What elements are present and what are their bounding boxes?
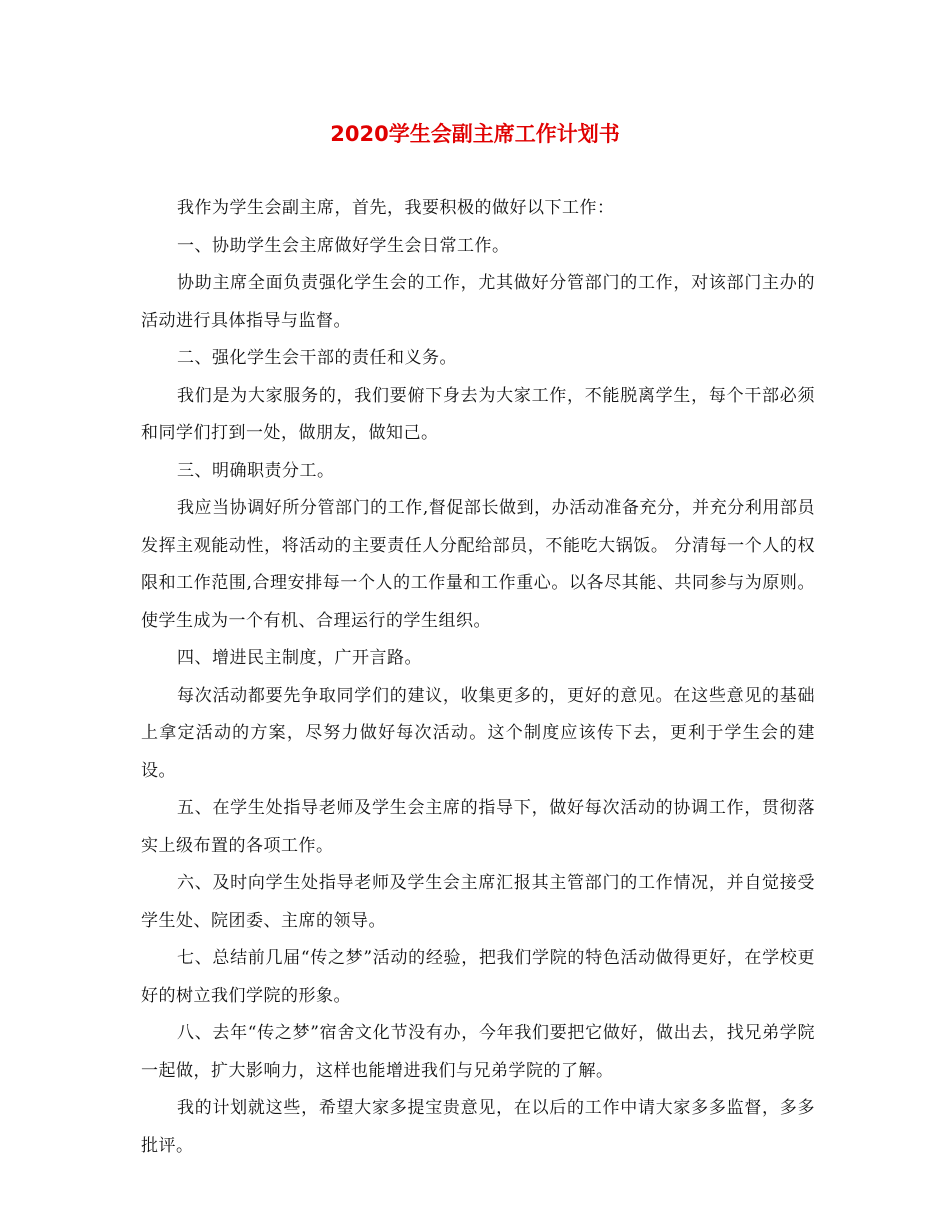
- section-heading-3: 三、明确职责分工。: [177, 460, 335, 481]
- paragraph-3: 我应当协调好所分管部门的工作,督促部长做到，办活动准备充分，并充分利用部员发挥主观能动性，将活动的主要责任人分配给部员，不能吃大锅饭。 分清每一个人的权限和工作范围,合理安排每一个人的工作量和工作重心。以各尽其能、共同参与为原则。使学生成为一个有机、合理运行的学生组织。: [141, 498, 815, 631]
- section-item-8: 八、去年“传之梦”宿舍文化节没有办，今年我们要把它做好，做出去，找兄弟学院一起做，扩大影响力，这样也能增进我们与兄弟学院的了解。: [141, 1023, 815, 1081]
- section-item-6: 六、及时向学生处指导老师及学生会主席汇报其主管部门的工作情况，并自觉接受学生处、院团委、主席的领导。: [141, 873, 815, 931]
- paragraph-4: 每次活动都要先争取同学们的建议，收集更多的，更好的意见。在这些意见的基础上拿定活动的方案，尽努力做好每次活动。这个制度应该传下去，更利于学生会的建设。: [141, 685, 815, 781]
- document-title: 2020学生会副主席工作计划书: [330, 122, 620, 146]
- section-item-7: 七、总结前几届“传之梦”活动的经验，把我们学院的特色活动做得更好，在学校更好的树立我们学院的形象。: [141, 948, 815, 1006]
- paragraph-closing: 我的计划就这些，希望大家多提宝贵意见，在以后的工作中请大家多多监督，多多批评。: [141, 1098, 815, 1156]
- paragraph-2: 我们是为大家服务的，我们要俯下身去为大家工作，不能脱离学生，每个干部必须和同学们打到一处，做朋友，做知己。: [141, 385, 815, 443]
- paragraph-intro: 我作为学生会副主席，首先，我要积极的做好以下工作：: [177, 198, 615, 218]
- section-heading-2: 二、强化学生会干部的责任和义务。: [177, 348, 457, 368]
- section-item-5: 五、在学生处指导老师及学生会主席的指导下，做好每次活动的协调工作，贯彻落实上级布置的各项工作。: [141, 798, 815, 856]
- section-heading-4: 四、增进民主制度，广开言路。: [177, 648, 422, 668]
- document-body: [141, 190, 815, 1165]
- section-heading-1: 一、协助学生会主席做好学生会日常工作。: [177, 235, 510, 256]
- paragraph-1: 协助主席全面负责强化学生会的工作，尤其做好分管部门的工作，对该部门主办的活动进行具体指导与监督。: [141, 273, 815, 331]
